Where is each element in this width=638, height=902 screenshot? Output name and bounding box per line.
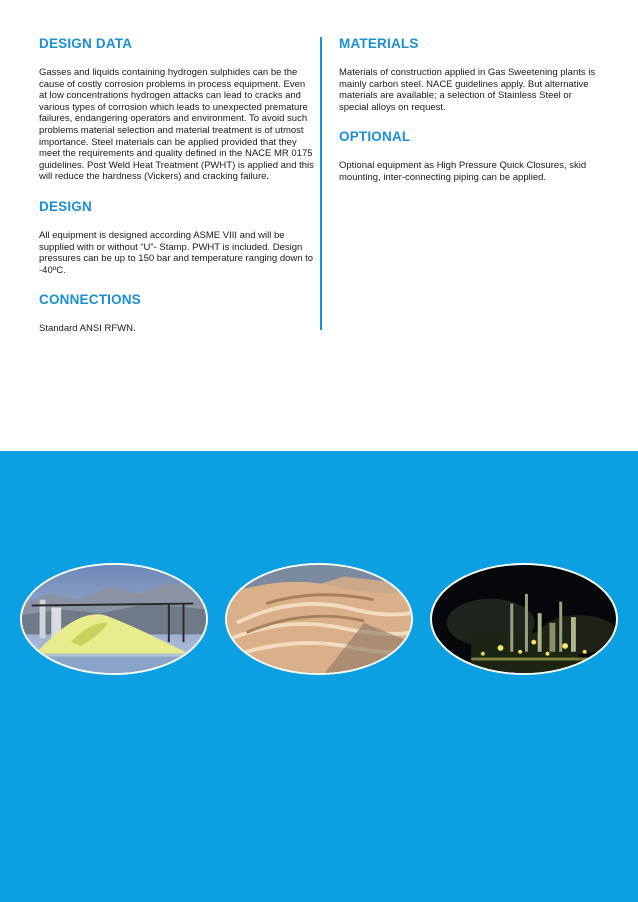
design-data-heading: DESIGN DATA: [39, 36, 133, 51]
optional-heading: OPTIONAL: [339, 129, 411, 145]
refinery-night-photo: [430, 563, 618, 675]
sulphur-pile-photo: [20, 563, 208, 675]
connections-section: [39, 290, 314, 335]
materials-text: Materials of construction applied in Gas Sweetening plants is mainly carbon steel. NACE guidelines apply. But alternative materials are available; a selection of Stainless Steel or special alloys on request.: [339, 67, 596, 113]
design-data-text: Gasses and liquids containing hydrogen sulphides can be the cause of costly corrosion problems in process equipment. Even at low concentrations hydrogen attacks can lead to cracks and various types of corrosion which leads to unexpected premature failures, endangering operators and environment. To avoid such problems material selection and material treatment is of utmost importance. Steel materials can be applied provided that they meet the requirements and quality defined in the NACE MR 0175 guidelines. Post Weld Heat Treatment (PWHT) is applied and this will reduce the hardness (Vickers) and cracking failure.: [39, 67, 314, 183]
column-divider: [320, 37, 322, 330]
blue-background-band: [0, 451, 638, 902]
rock-quarry-photo: [225, 563, 413, 675]
design-data-section: [39, 34, 314, 183]
design-heading: DESIGN: [39, 198, 92, 214]
design-section: [39, 197, 314, 276]
optional-text: Optional equipment as High Pressure Quick Closures, skid mounting, inter-connecting piping can be applied.: [339, 160, 587, 183]
right-column: [339, 34, 604, 198]
materials-heading: MATERIALS: [339, 36, 419, 51]
optional-section: [339, 127, 604, 183]
connections-heading: CONNECTIONS: [39, 292, 141, 308]
left-column: [39, 34, 314, 349]
materials-section: [339, 34, 604, 113]
design-text: All equipment is designed according ASME VIII and will be supplied with or without “U”- Stamp. PWHT is included. Design pressures can be up to 150 bar and temperature ranging down to -40ºC.: [39, 229, 314, 276]
connections-text: Standard ANSI RFWN.: [39, 323, 136, 335]
